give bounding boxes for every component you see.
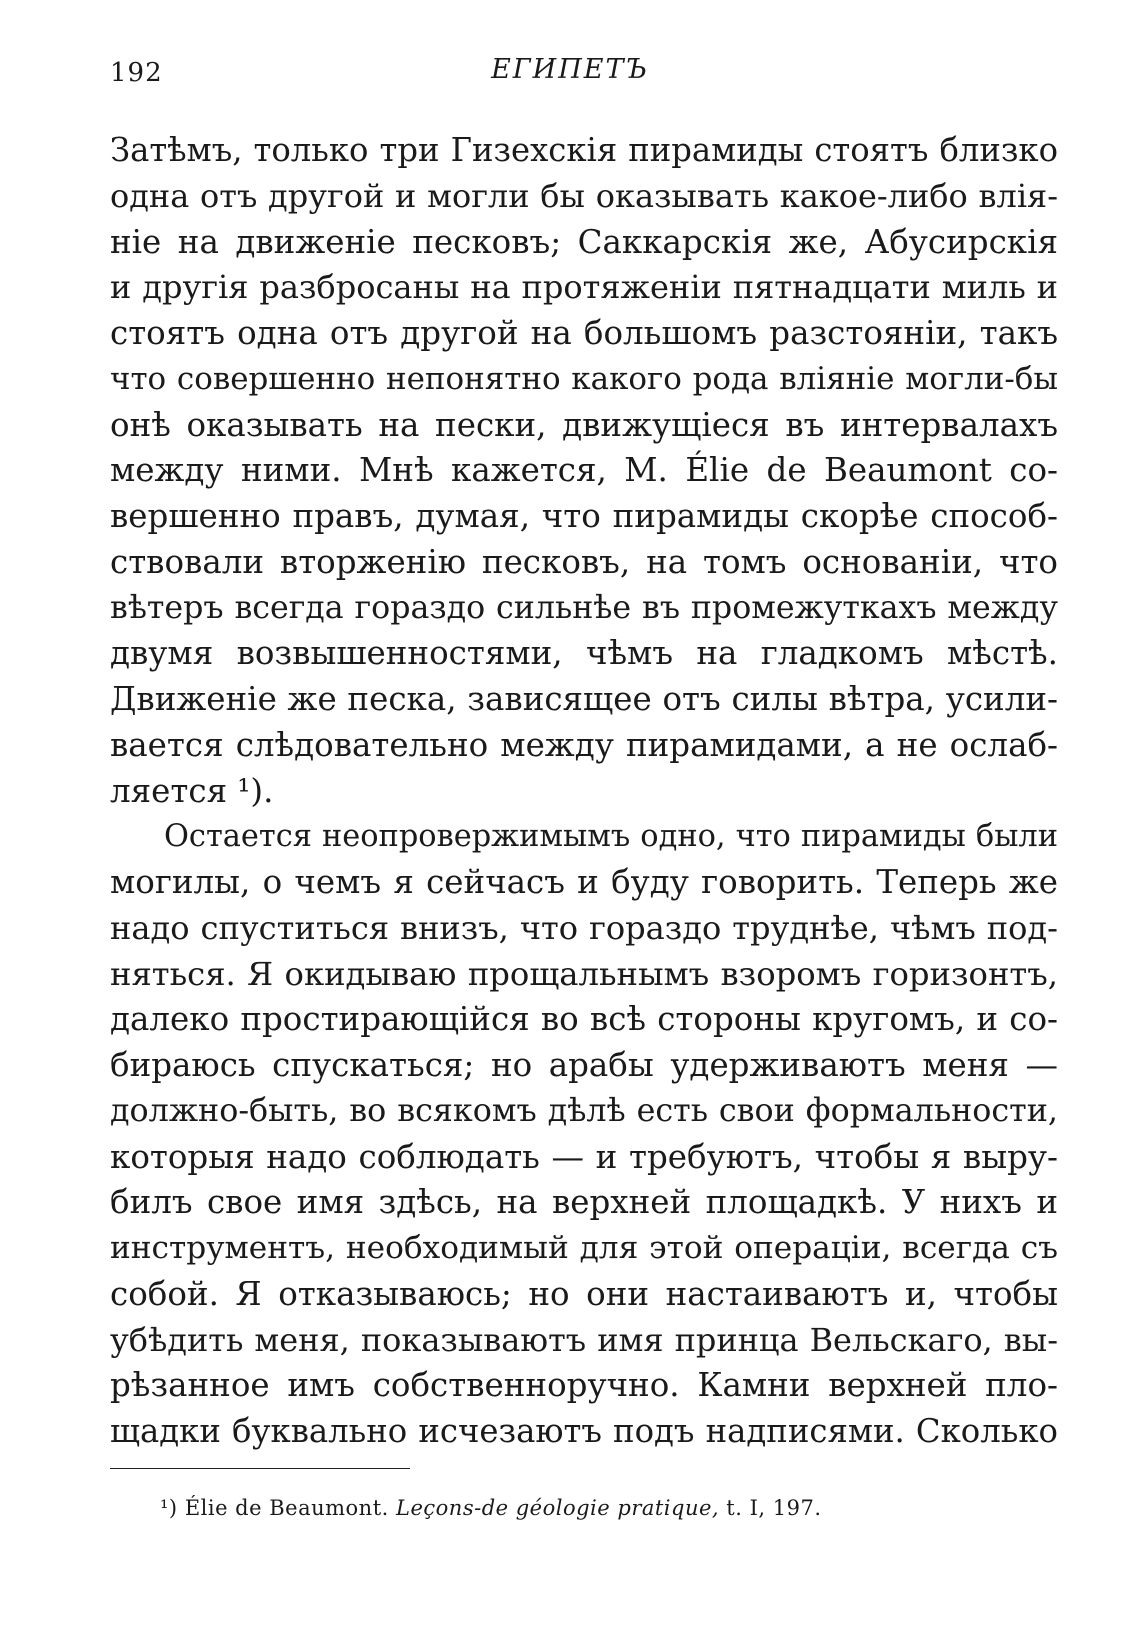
page-number: 192 [110, 58, 163, 88]
text-line: Остается неопровержимымъ одно, что пирамиды были [164, 819, 1058, 855]
text-line: вѣтеръ всегда гораздо сильнѣе въ промежуткахъ между [110, 589, 1058, 626]
text-line: могилы, о чемъ я сейчасъ и буду говорить. Теперь же [110, 863, 1058, 901]
text-line: между ними. Мнѣ кажется, M. Élie de Beaumont со- [110, 451, 1058, 490]
body-text [110, 128, 1058, 1455]
text-line: стоятъ одна отъ другой на большомъ разстояніи, такъ [110, 314, 1058, 352]
text-line: надо спуститься внизъ, что гораздо труднѣе, чѣмъ под- [110, 908, 1058, 947]
text-line: которыя надо соблюдать — и требуютъ, чтобы я выру- [110, 1137, 1058, 1176]
text-line: инструментъ, необходимый для этой операціи, всегда съ [110, 1230, 1058, 1266]
text-line: убѣдить меня, показываютъ имя принца Вельскаго, вы- [110, 1320, 1058, 1359]
text-line: Движеніе же песка, зависящее отъ силы вѣтра, усили- [110, 680, 1058, 718]
text-line: ніе на движеніе песковъ; Саккарскія же, Абусирскія [110, 222, 1058, 261]
text-line: двумя возвышенностями, чѣмъ на гладкомъ мѣстѣ. [110, 634, 1058, 673]
text-line: должно-быть, во всякомъ дѣлѣ есть свои формальности, [110, 1092, 1058, 1129]
text-line: бираюсь спускаться; но арабы удерживаютъ меня — [110, 1046, 1058, 1084]
footnote [160, 1496, 822, 1520]
text-line: Затѣмъ, только три Гизехскія пирамиды стоятъ близко [110, 131, 1058, 169]
text-line: ляется ¹). [110, 771, 274, 810]
text-line: щадки буквально исчезаютъ подъ надписями. Сколько [110, 1412, 1058, 1450]
text-line: няться. Я окидываю прощальнымъ взоромъ горизонтъ, [110, 954, 1058, 993]
text-line: вается слѣдовательно между пирамидами, а не ослаб- [110, 725, 1058, 764]
footnote-marker: ¹) [160, 1496, 178, 1520]
paragraph-1 [110, 128, 1058, 814]
text-line: одна отъ другой и могли бы оказывать какое-либо влія- [110, 176, 1058, 215]
text-line: что совершенно непонятно какого рода вліяніе могли-бы [110, 360, 1058, 397]
footnote-author: Élie de Beaumont. [184, 1496, 389, 1520]
running-head: ЕГИПЕТЪ [491, 54, 649, 85]
text-line: онѣ оказывать на пески, движущіеся въ интервалахъ [110, 405, 1058, 444]
text-line: далеко простирающійся во всѣ стороны кругомъ, и со- [110, 1000, 1058, 1039]
text-line: вершенно правъ, думая, что пирамиды скорѣе способ- [110, 497, 1058, 535]
text-line: билъ свое имя здѣсь, на верхней площадкѣ. У нихъ и [110, 1183, 1058, 1222]
text-line: собой. Я отказываюсь; но они настаиваютъ и, чтобы [110, 1274, 1058, 1313]
text-line: и другія разбросаны на протяженіи пятнадцати миль и [110, 268, 1058, 307]
text-line: ствовали вторженію песковъ, на томъ основаніи, что [110, 542, 1058, 581]
paragraph-2 [110, 814, 1058, 1455]
footnote-reference: t. I, 197. [726, 1496, 822, 1520]
footnote-divider [110, 1468, 410, 1469]
footnote-title: Leçons-de géologie pratique, [396, 1496, 720, 1520]
text-line: рѣзанное имъ собственноручно. Камни верхней пло- [110, 1366, 1058, 1405]
